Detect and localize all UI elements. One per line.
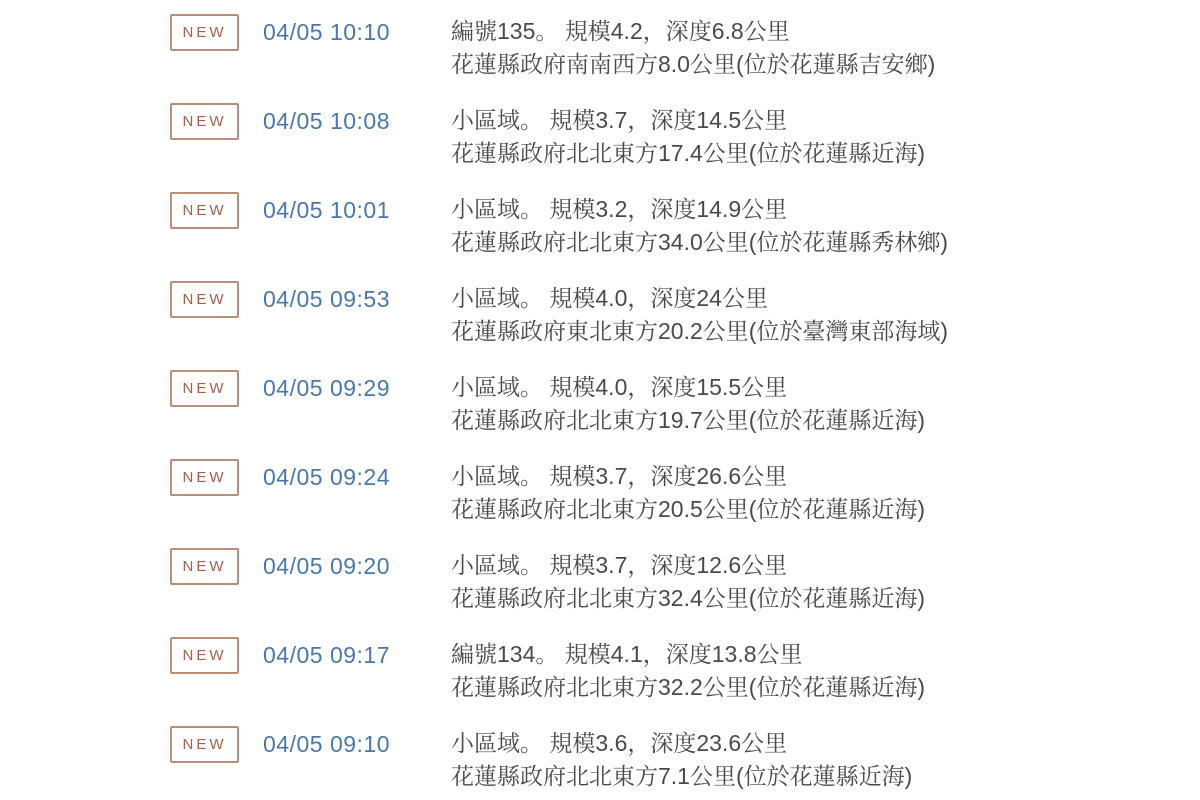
report-location: 花蓮縣政府北北東方20.5公里(位於花蓮縣近海) [451,496,926,522]
report-location: 花蓮縣政府北北東方32.4公里(位於花蓮縣近海) [451,585,926,611]
report-description [451,103,925,170]
report-time-link[interactable]: 04/05 10:10 [263,19,391,45]
new-badge: NEW [170,14,239,51]
earthquake-report-row [170,637,1200,704]
report-time-link[interactable]: 04/05 09:53 [263,286,391,312]
earthquake-report-row [170,459,1200,526]
report-description [451,192,948,259]
earthquake-report-row [170,103,1200,170]
report-time-link[interactable]: 04/05 09:29 [263,375,391,401]
report-location: 花蓮縣政府北北東方7.1公里(位於花蓮縣近海) [451,763,913,789]
report-description [451,548,925,615]
report-summary: 小區域。 規模3.6，深度23.6公里 [451,730,788,756]
report-time-link[interactable]: 04/05 09:20 [263,553,391,579]
report-description [451,370,925,437]
report-summary: 小區域。 規模4.0，深度15.5公里 [451,374,788,400]
new-badge: NEW [170,192,239,229]
report-time-link[interactable]: 04/05 09:17 [263,642,391,668]
report-time-link[interactable]: 04/05 09:10 [263,731,391,757]
report-time-link[interactable]: 04/05 10:01 [263,197,391,223]
report-summary: 小區域。 規模4.0，深度24公里 [451,285,768,311]
new-badge: NEW [170,370,239,407]
earthquake-report-row [170,14,1200,81]
report-time-link[interactable]: 04/05 10:08 [263,108,391,134]
report-summary: 小區域。 規模3.2，深度14.9公里 [451,196,788,222]
earthquake-report-row [170,192,1200,259]
report-summary: 編號134。 規模4.1，深度13.8公里 [451,641,803,667]
report-location: 花蓮縣政府南南西方8.0公里(位於花蓮縣吉安鄉) [451,51,936,77]
new-badge: NEW [170,103,239,140]
earthquake-report-row [170,726,1200,793]
report-summary: 編號135。 規模4.2，深度6.8公里 [451,18,790,44]
report-time-link[interactable]: 04/05 09:24 [263,464,391,490]
report-location: 花蓮縣政府北北東方19.7公里(位於花蓮縣近海) [451,407,926,433]
report-description [451,281,948,348]
report-location: 花蓮縣政府北北東方34.0公里(位於花蓮縣秀林鄉) [451,229,949,255]
new-badge: NEW [170,459,239,496]
report-description [451,726,912,793]
report-location: 花蓮縣政府東北東方20.2公里(位於臺灣東部海域) [451,318,949,344]
new-badge: NEW [170,726,239,763]
report-description [451,14,935,81]
report-summary: 小區域。 規模3.7，深度12.6公里 [451,552,788,578]
report-summary: 小區域。 規模3.7，深度26.6公里 [451,463,788,489]
report-location: 花蓮縣政府北北東方32.2公里(位於花蓮縣近海) [451,674,926,700]
earthquake-report-row [170,281,1200,348]
report-location: 花蓮縣政府北北東方17.4公里(位於花蓮縣近海) [451,140,926,166]
new-badge: NEW [170,281,239,318]
report-description [451,459,925,526]
new-badge: NEW [170,637,239,674]
report-description [451,637,925,704]
earthquake-report-row [170,370,1200,437]
report-summary: 小區域。 規模3.7，深度14.5公里 [451,107,788,133]
new-badge: NEW [170,548,239,585]
earthquake-report-row [170,548,1200,615]
